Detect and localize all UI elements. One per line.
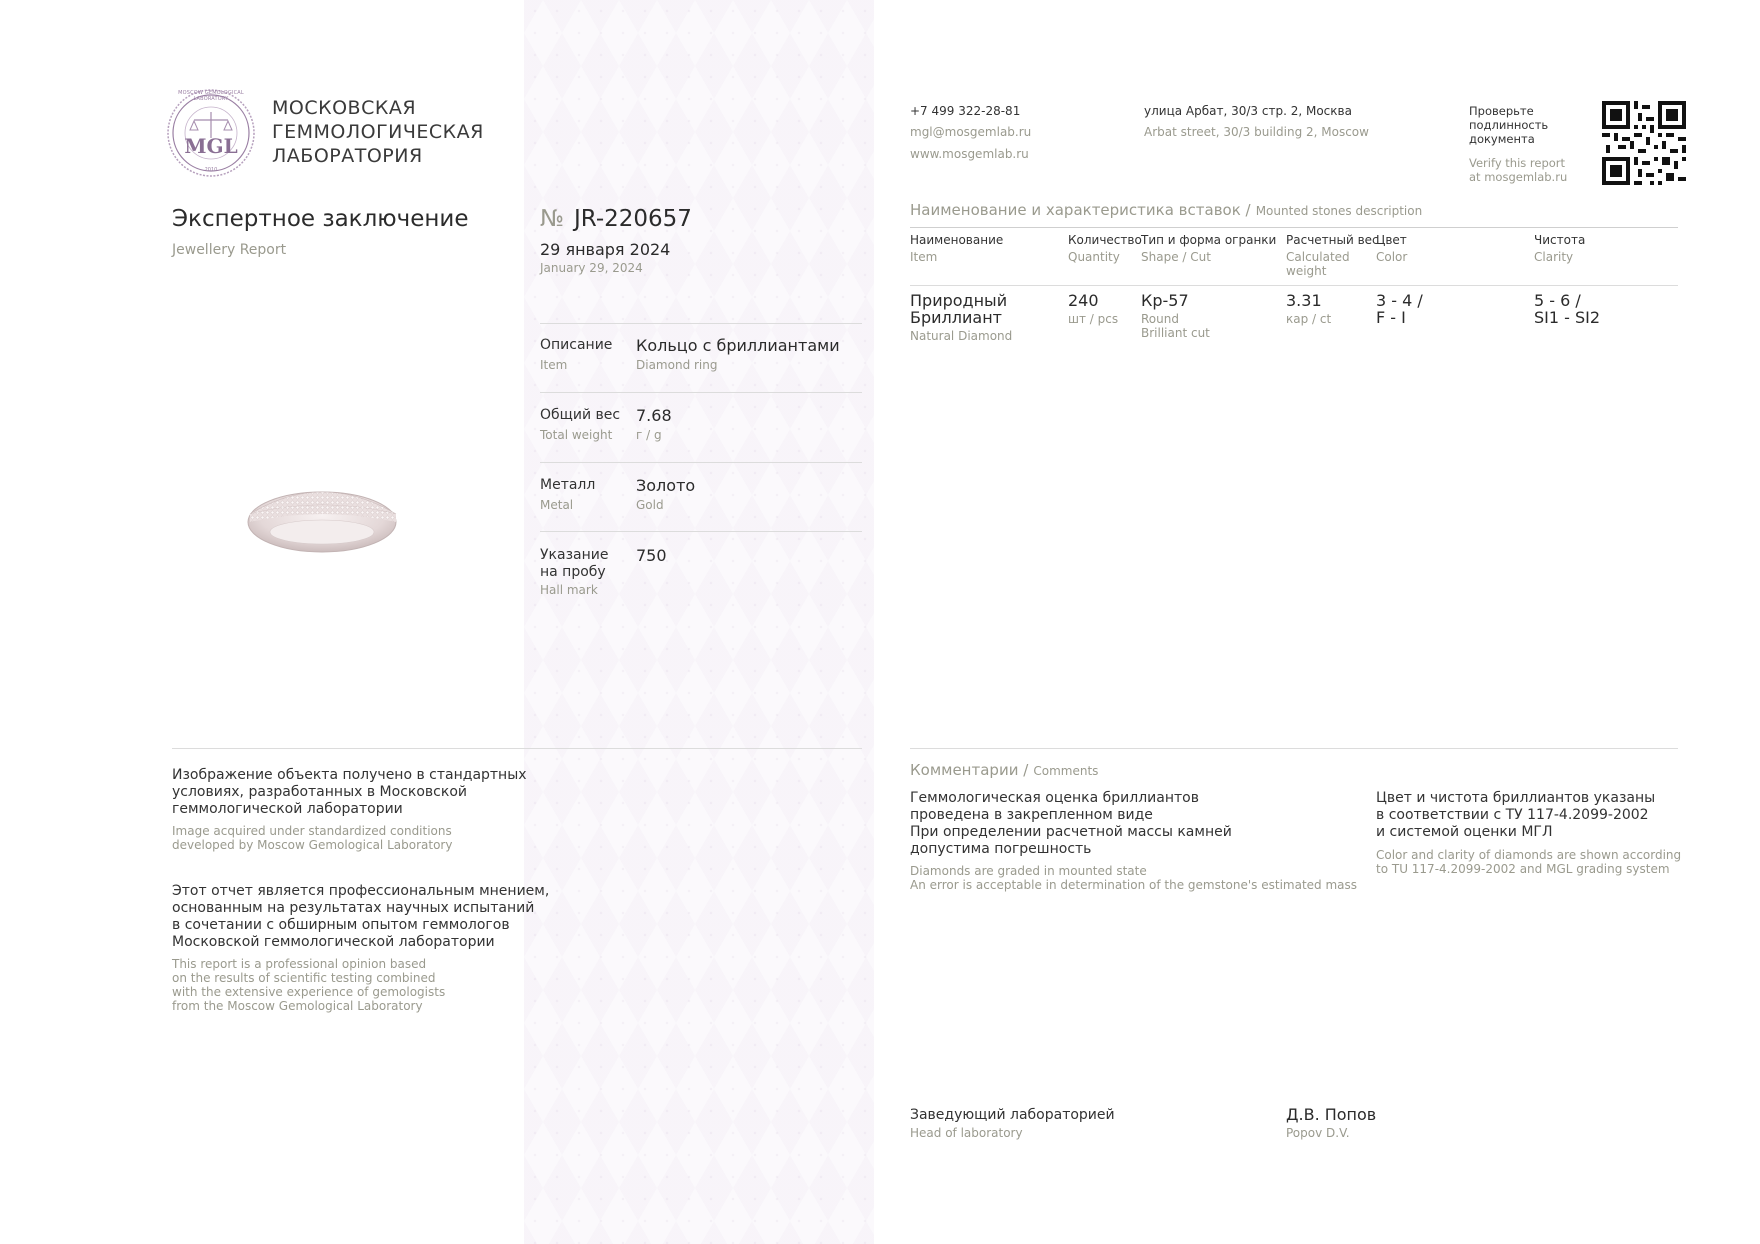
comment2-en-line2: to TU 117-4.2099-2002 and MGL grading system [1376,862,1670,876]
verify-ru-line3: документа [1469,132,1535,146]
lab-name-line3: ЛАБОРАТОРИЯ [272,145,423,167]
report-title-en: Jewellery Report [172,242,287,258]
seal-text: MOSCOW GEMOLOGICAL LABORATORY [178,90,244,102]
col-quantity: Количество [1068,233,1142,247]
divider [540,531,862,532]
comment1-ru-line2: проведена в закрепленном виде [910,807,1153,823]
note2-ru-line2: основанным на результатах научных испытаний [172,900,535,916]
divider [910,285,1678,286]
verify-ru-line2: подлинность [1469,118,1549,132]
signature-name-en: Popov D.V. [1286,1126,1350,1140]
comments-heading-ru: Комментарии / [910,761,1029,779]
stone-item-line2: Бриллиант [910,308,1002,327]
hallmark-label-en: Hall mark [540,583,598,597]
address-en: Arbat street, 30/3 building 2, Moscow [1144,125,1369,139]
item-value: Кольцо с бриллиантами [636,336,840,355]
comment1-ru-line3: При определении расчетной массы камней [910,824,1232,840]
note2-en-line1: This report is a professional opinion based [172,957,427,971]
weight-label-en: Total weight [540,428,613,442]
col-color-en: Color [1376,250,1408,264]
stone-quantity: 240 [1068,291,1099,310]
divider [172,748,862,749]
note1-ru-line2: условиях, разработанных в Московской [172,784,467,800]
weight-label: Общий вес [540,407,621,423]
email[interactable]: mgl@mosgemlab.ru [910,125,1032,139]
comment1-en-line1: Diamonds are graded in mounted state [910,864,1147,878]
stone-clarity-line2: SI1 - SI2 [1534,308,1601,327]
verify-en-line2: at mosgemlab.ru [1469,170,1568,184]
comment1-en-line2: An error is acceptable in determination of the gemstone's estimated mass [910,878,1358,892]
note2-en-line4: from the Moscow Gemological Laboratory [172,999,423,1013]
report-date-en: January 29, 2024 [540,261,643,275]
logo-text: MGL [184,134,238,158]
metal-label: Металл [540,477,596,493]
hallmark-value: 750 [636,546,667,565]
col-weight-en-line2: weight [1286,264,1327,278]
metal-value: Золото [636,476,696,495]
comment2-ru-line1: Цвет и чистота бриллиантов указаны [1376,790,1656,806]
report-number: JR-220657 [574,206,692,232]
stones-heading-ru: Наименование и характеристика вставок / [910,201,1251,219]
stone-quantity-unit: шт / pcs [1068,312,1119,326]
item-value-en: Diamond ring [636,358,718,372]
note1-en-line1: Image acquired under standardized conditions [172,824,452,838]
comment1-ru-line1: Геммологическая оценка бриллиантов [910,790,1199,806]
stone-item-line1: Природный [910,291,1008,310]
divider [540,462,862,463]
report-title: Экспертное заключение [172,206,469,232]
divider [540,392,862,393]
metal-label-en: Metal [540,498,574,512]
weight-unit: г / g [636,428,662,442]
note1-en-line2: developed by Moscow Gemological Laboratory [172,838,453,852]
signature-role: Заведующий лабораторией [910,1107,1115,1123]
comment2-ru-line3: и системой оценки МГЛ [1376,824,1553,840]
stone-weight-unit: кар / ct [1286,312,1332,326]
stone-cut-en-line2: Brilliant cut [1141,326,1210,340]
hallmark-label-line1: Указание [540,547,609,563]
note2-ru-line4: Московской геммологической лаборатории [172,934,495,950]
note1-ru-line1: Изображение объекта получено в стандартных [172,767,527,783]
col-cut-en: Shape / Cut [1141,250,1211,264]
metal-value-en: Gold [636,498,664,512]
note2-ru-line1: Этот отчет является профессиональным мнением, [172,883,550,899]
col-color: Цвет [1376,233,1407,247]
report-number-prefix: № [540,206,564,232]
note1-ru-line3: геммологической лаборатории [172,801,403,817]
col-item: Наименование [910,233,1004,247]
col-weight: Расчетный вес [1286,233,1379,247]
phone[interactable]: +7 499 322-28-81 [910,104,1021,118]
report-date: 29 января 2024 [540,240,671,259]
comments-heading-en: Comments [1033,764,1099,778]
col-clarity: Чистота [1534,233,1586,247]
stone-cut: Кр-57 [1141,291,1189,310]
col-item-en: Item [910,250,938,264]
hallmark-label-line2: на пробу [540,564,606,580]
col-weight-en-line1: Calculated [1286,250,1350,264]
stone-cut-en-line1: Round [1141,312,1179,326]
note2-en-line2: on the results of scientific testing combined [172,971,436,985]
lab-name-line2: ГЕММОЛОГИЧЕСКАЯ [272,121,484,143]
stones-heading [910,200,1422,219]
comment2-ru-line2: в соответствии с ТУ 117-4.2099-2002 [1376,807,1649,823]
lab-name-line1: МОСКОВСКАЯ [272,97,417,119]
address-ru: улица Арбат, 30/3 стр. 2, Москва [1144,104,1352,118]
comment2-en-line1: Color and clarity of diamonds are shown according [1376,848,1682,862]
col-cut: Тип и форма огранки [1141,233,1277,247]
stones-heading-en: Mounted stones description [1255,204,1423,218]
item-label-en: Item [540,358,568,372]
divider [910,748,1678,749]
col-clarity-en: Clarity [1534,250,1574,264]
ring-photo [240,470,410,560]
signature-name: Д.В. Попов [1286,1105,1377,1124]
stone-clarity-line1: 5 - 6 / [1534,291,1581,310]
comment1-ru-line4: допустима погрешность [910,841,1092,857]
divider [540,323,862,324]
stone-color-line2: F - I [1376,308,1406,327]
note2-ru-line3: в сочетании с обширным опытом геммологов [172,917,510,933]
comments-heading [910,760,1098,779]
mgl-seal-logo [166,88,256,178]
seal-year: 2010 [204,167,218,173]
item-label: Описание [540,337,613,353]
verify-ru-line1: Проверьте [1469,104,1534,118]
qr-code[interactable] [1602,101,1686,185]
stone-color-line1: 3 - 4 / [1376,291,1423,310]
stone-item-en: Natural Diamond [910,329,1013,343]
weight-value: 7.68 [636,406,672,425]
signature-role-en: Head of laboratory [910,1126,1023,1140]
guilloche-background [524,0,874,1244]
stone-weight: 3.31 [1286,291,1322,310]
col-quantity-en: Quantity [1068,250,1120,264]
divider [910,227,1678,228]
verify-en-line1: Verify this report [1469,156,1566,170]
website[interactable]: www.mosgemlab.ru [910,147,1029,161]
note2-en-line3: with the extensive experience of gemologists [172,985,446,999]
